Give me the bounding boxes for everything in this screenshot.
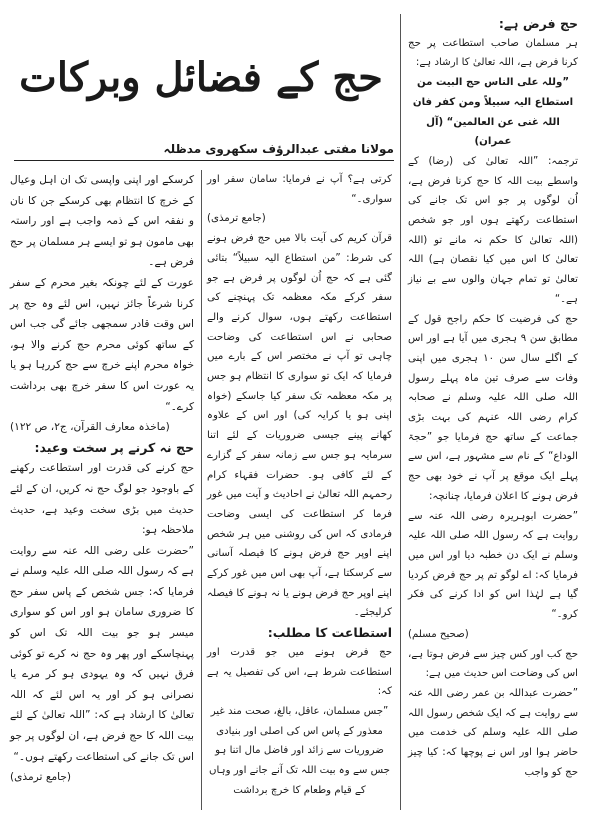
hadith-quote: ”حضرت عبداللہ بن عمر رضی اللہ عنہ سے روایت ہے کہ ایک شخص رسول اللہ صلی اللہ علیہ وسلم کی خدمت میں حاضر ہوا اور اس نے پوچھا کہ: کیا چیز حج کو واجب	[408, 687, 578, 778]
quran-verse: ”وللہ علی الناس حج البیت من استطاع الیہ سبیلاً ومن کفر فان اللہ غنی عن العالمین“ (آل عمران)	[412, 77, 574, 148]
paragraph: حج کی فرضیت کا حکم راجح قول کے مطابق سن ۹ ہجری میں آیا ہے اور اس کے اگلے سال سن ۱۰ ہجری میں اپنی وفات سے صرف تین ماہ پہلے رسول اللہ صلی اللہ علیہ وسلم نے صحابہ کرام رضی اللہ عنہم کی بہت بڑی جماعت کے ساتھ حج فرمایا جو ”حجۃ الوداع“ کے نام سے مشہور ہے، اس سے پہلے ایک موقع پر آپ نے خود بھی حج فرض ہونے کا اعلان فرمایا، چنانچہ:	[408, 313, 578, 502]
source-citation: (صحیح مسلم)	[408, 628, 469, 640]
paragraph: ہر مسلمان صاحب استطاعت پر حج کرنا فرض ہے، اللہ تعالیٰ کا ارشاد ہے:	[408, 37, 578, 69]
paragraph: حج کرنے کی قدرت اور استطاعت رکھنے کے باوجود جو لوگ حج نہ کریں، ان کے لئے حدیث میں بڑی سخت وعید ہے، حدیث ملاحظہ ہو:	[10, 462, 194, 537]
paragraph: عورت کے لئے چونکہ بغیر محرم کے سفر کرنا شرعاً جائز نہیں، اس لئے وہ حج پر اس وقت قادر سمجھی جائے گی جب اس کے ساتھ کوئی محرم حج کرنے والا ہو، خواہ محرم اپنے خرچ سے حج کررہا ہو یا یہ عورت اس کا سفر خرچ بھی برداشت کرے۔“	[10, 276, 194, 413]
column-left	[10, 170, 194, 810]
heading-warning: حج نہ کرنے پر سخت وعید:	[34, 439, 194, 455]
hadith-quote: ”حضرت ابوہریرہ رضی اللہ عنہ سے روایت ہے کہ رسول اللہ صلی اللہ علیہ وسلم نے ایک دن خطبہ دیا اور اس میں فرمایا کہ: اے لوگو تم پر حج فرض کردیا گیا ہے لہٰذا اس کو ادا کرنے کی فکر کرو۔“	[408, 510, 578, 621]
column-right	[408, 14, 578, 814]
heading-hajj-farz: حج فرض ہے:	[498, 16, 578, 31]
paragraph: حج فرض ہونے میں جو قدرت اور استطاعت شرط ہے، اس کی تفصیل یہ ہے کہ:	[207, 646, 392, 698]
column-middle	[207, 170, 392, 810]
article-title: حج کے فضائل وبرکات	[19, 54, 383, 101]
paragraph: حج کب اور کس چیز سے فرض ہوتا ہے، اس کی وضاحت اس حدیث میں ہے:	[408, 648, 578, 680]
source-citation: (جامع ترمذی)	[207, 213, 266, 225]
author-byline: مولانا مفتی عبدالرؤف سکھروی مدظلہ	[14, 138, 394, 161]
paragraph: کرسکے اور اپنی واپسی تک ان اہل وعیال کے خرچ کا انتظام بھی کرسکے جن کا نان و نفقہ اس کے ذمہ واجب ہے اور راستہ بھی مامون ہو تو ایسے ہر مسلمان پر حج فرض ہے۔	[10, 174, 194, 269]
paragraph: ترجمہ: ”اللہ تعالیٰ کی (رضا) کے واسطے بیت اللہ کا حج کرنا فرض ہے، اُن لوگوں پر جو اس تک جانے کی استطاعت رکھتے ہوں اور جو شخص (اللہ تعالیٰ کا حکم نہ مانے تو (اللہ تعالیٰ کا اس میں کیا نقصان ہے) اللہ تعالیٰ تو تمام جہان والوں سے بے نیاز ہے۔“	[408, 155, 578, 305]
paragraph: قرآن کریم کی آیت بالا میں حج فرض ہونے کی شرط: ”من استطاع الیہ سبیلاً“ بتائی گئی ہے کہ حج اُن لوگوں پر فرض ہے جو سفر کرکے مکہ معظمہ تک پہنچنے کی استطاعت رکھتے ہوں، سوال کرنے والے صحابی نے اس استطاعت کی وضاحت چاہی تو آپ نے مختصر اس کے بارے میں فرمایا کہ ایک تو سواری کا انتظام ہو جس پر مکہ معظمہ تک سفر کیا جاسکے (خواہ اپنی ہو یا کرایہ کی) اور اس کے علاوہ کھانے پینے جیسی ضروریات کے لئے اتنا سرمایہ ہو جس سے زمانہ سفر کے گزارے کے لئے کافی ہو۔ حضرات فقہاء کرام رحمہم اللہ تعالیٰ نے احادیث و آیت میں غور فرما کر استطاعت کی ایسی وضاحت فرمادی کہ اس کی روشنی میں ہر شخص اپنے اوپر حج فرض ہونے کا فیصلہ آسانی سے کرسکتا ہے، آپ بھی اس میں غور کرکے اپنے اوپر حج فرض ہونے یا نہ ہونے کا فیصلہ کرلیجئے۔	[207, 233, 392, 619]
column-divider	[400, 14, 401, 810]
source-citation: (جامع ترمذی)	[10, 771, 72, 784]
source-citation: (ماخذہ معارف القرآن، ج۲، ص ۱۲۲)	[10, 421, 170, 434]
heading-istitaat: استطاعت کا مطلب:	[267, 625, 392, 641]
paragraph: کرتی ہے؟ آپ نے فرمایا: سامان سفر اور سواری۔“	[207, 174, 392, 205]
condition-quote: ”جس مسلمان، عاقل، بالغ، صحت مند غیر معذور کے پاس اس کی اصلی اور بنیادی ضروریات سے زائد اور فاضل مال اتنا ہو جس سے وہ بیت اللہ تک آنے جانے اور وہاں کے قیام وطعام کا خرچ برداشت	[209, 705, 390, 796]
hadith-quote: ”حضرت علی رضی اللہ عنہ سے روایت ہے کہ رسول اللہ صلی اللہ علیہ وسلم نے فرمایا کہ: جس شخص کے پاس سفر حج کا ضروری سامان ہو اور اس کو سواری میسر ہو جو بیت اللہ تک اس کو پہنچاسکے اور پھر وہ حج نہ کرے تو کوئی فرق نہیں کہ وہ یہودی ہو کر مرے یا نصرانی ہو کر اور یہ اس لئے کہ اللہ تعالیٰ کا ارشاد ہے کہ: ”اللہ تعالیٰ کے لئے بیت اللہ کا حج فرض ہے، ان لوگوں پر جو اس تک جانے کی استطاعت رکھتے ہوں۔“	[10, 544, 194, 763]
column-divider	[201, 170, 202, 810]
